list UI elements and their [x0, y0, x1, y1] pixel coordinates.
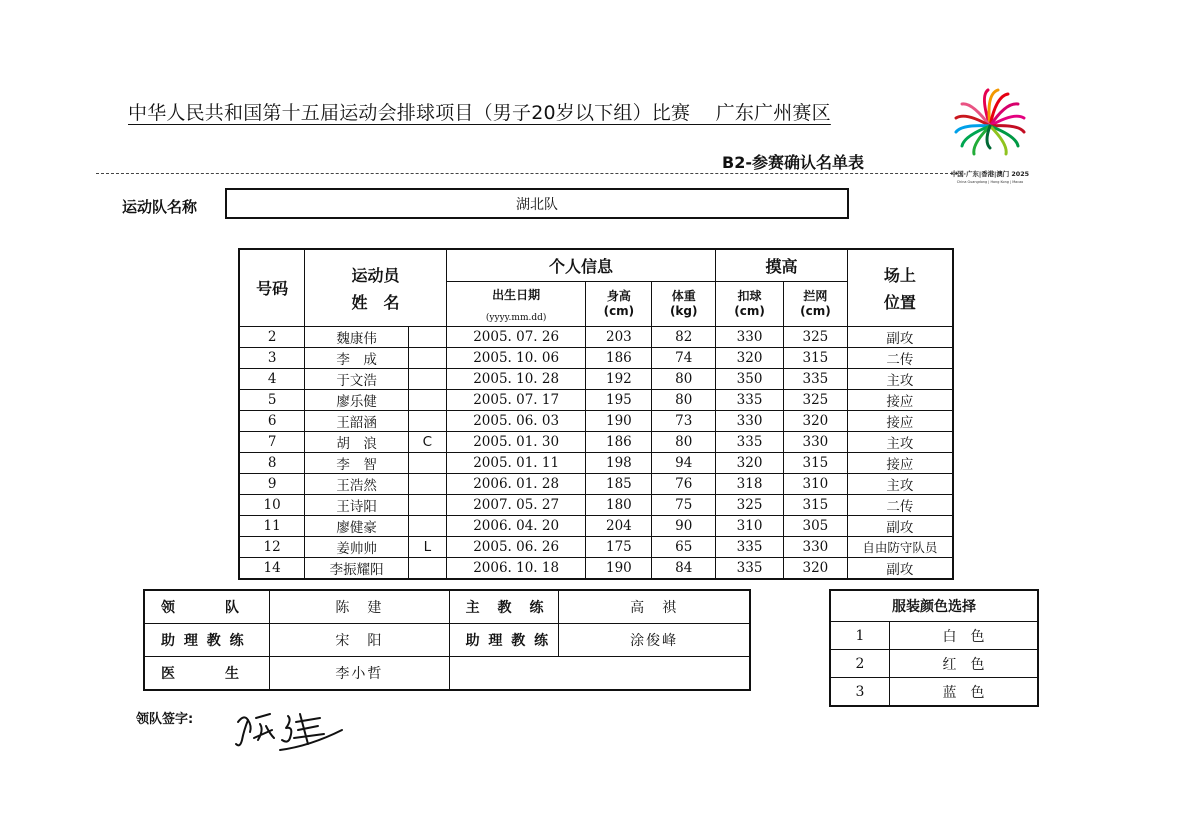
player-weight: 82	[652, 326, 716, 347]
uniform-option-color: 蓝 色	[889, 678, 1038, 707]
player-spike: 320	[716, 452, 784, 473]
player-role	[408, 326, 446, 347]
document-subtitle: B2-参赛确认名单表	[722, 153, 864, 172]
player-spike: 325	[716, 494, 784, 515]
player-position: 接应	[847, 452, 953, 473]
header-athlete-line1: 运动员	[351, 265, 400, 285]
header-weight-label: 体重	[671, 288, 696, 303]
player-position: 二传	[847, 347, 953, 368]
table-row	[239, 452, 953, 473]
player-weight: 84	[652, 557, 716, 579]
player-block: 310	[783, 473, 847, 494]
header-height	[586, 281, 652, 326]
leader-value: 陈 建	[270, 590, 449, 624]
player-position: 接应	[847, 410, 953, 431]
player-block: 325	[783, 326, 847, 347]
header-block-unit: (cm)	[800, 303, 831, 318]
header-birth-label: 出生日期	[492, 287, 541, 302]
head-coach-label: 主 教 练	[449, 590, 559, 624]
player-block: 335	[783, 368, 847, 389]
player-spike: 350	[716, 368, 784, 389]
doctor-value: 李小哲	[270, 657, 449, 691]
header-athlete	[305, 249, 447, 326]
leader-label: 领 队	[144, 590, 270, 624]
player-birth: 2007. 05. 27	[446, 494, 586, 515]
player-name: 廖健豪	[305, 515, 409, 536]
logo-text-en: China Guangdong | Hong Kong | Macao	[956, 180, 1024, 184]
player-birth: 2005. 06. 26	[446, 536, 586, 557]
player-position: 副攻	[847, 326, 953, 347]
doctor-label: 医 生	[144, 657, 270, 691]
player-number: 2	[239, 326, 305, 347]
player-height: 204	[586, 515, 652, 536]
player-height: 180	[586, 494, 652, 515]
table-row	[239, 368, 953, 389]
table-row	[239, 326, 953, 347]
player-name: 姜帅帅	[305, 536, 409, 557]
player-number: 3	[239, 347, 305, 368]
player-block: 305	[783, 515, 847, 536]
assistant-coach2-value: 涂俊峰	[559, 624, 750, 657]
player-number: 7	[239, 431, 305, 452]
player-position: 主攻	[847, 473, 953, 494]
player-weight: 80	[652, 368, 716, 389]
player-position: 接应	[847, 389, 953, 410]
player-height: 203	[586, 326, 652, 347]
player-weight: 94	[652, 452, 716, 473]
uniform-option-number: 1	[830, 622, 889, 650]
player-role: C	[408, 431, 446, 452]
player-role	[408, 368, 446, 389]
table-row	[239, 557, 953, 579]
player-weight: 73	[652, 410, 716, 431]
team-name-label: 运动队名称	[122, 198, 198, 216]
player-number: 12	[239, 536, 305, 557]
table-row	[239, 389, 953, 410]
player-weight: 75	[652, 494, 716, 515]
player-birth: 2005. 07. 17	[446, 389, 586, 410]
header-reach: 摸高	[716, 249, 848, 281]
logo-text: 中国·广东|香港|澳门 2025	[950, 170, 1030, 178]
player-number: 11	[239, 515, 305, 536]
uniform-option-color: 红 色	[889, 650, 1038, 678]
staff-table	[143, 589, 751, 691]
header-height-unit: (cm)	[603, 303, 635, 318]
signature-label: 领队签字:	[136, 712, 194, 727]
uniform-title: 服装颜色选择	[830, 590, 1038, 622]
player-height: 186	[586, 347, 652, 368]
header-height-label: 身高	[606, 288, 631, 303]
table-row	[239, 347, 953, 368]
player-birth: 2005. 01. 11	[446, 452, 586, 473]
player-spike: 335	[716, 536, 784, 557]
team-name-value: 湖北队	[516, 196, 558, 213]
document-title: 中华人民共和国第十五届运动会排球项目（男子20岁以下组）比赛 广东广州赛区	[128, 102, 831, 124]
player-name: 胡 浪	[305, 431, 409, 452]
uniform-option-number: 2	[830, 650, 889, 678]
player-weight: 65	[652, 536, 716, 557]
player-number: 6	[239, 410, 305, 431]
player-spike: 330	[716, 410, 784, 431]
roster-table	[238, 248, 954, 580]
player-position: 主攻	[847, 431, 953, 452]
player-height: 195	[586, 389, 652, 410]
uniform-option-row	[830, 622, 1038, 650]
player-name: 李 成	[305, 347, 409, 368]
games-2025-logo-icon	[945, 86, 1035, 186]
player-name: 李 智	[305, 452, 409, 473]
assistant-coach-value: 宋 阳	[270, 624, 449, 657]
player-name: 王韶涵	[305, 410, 409, 431]
assistant-coach-label: 助 理 教 练	[144, 624, 270, 657]
player-spike: 310	[716, 515, 784, 536]
table-row	[239, 410, 953, 431]
player-position: 自由防守队员	[847, 536, 953, 557]
player-height: 186	[586, 431, 652, 452]
player-name: 魏康伟	[305, 326, 409, 347]
player-name: 廖乐健	[305, 389, 409, 410]
header-position-line2: 位置	[883, 292, 916, 312]
header-birth-format: (yyyy.mm.dd)	[485, 312, 547, 323]
player-birth: 2006. 04. 20	[446, 515, 586, 536]
header-number: 号码	[239, 249, 305, 326]
player-block: 315	[783, 347, 847, 368]
uniform-option-row	[830, 678, 1038, 707]
signature-image	[230, 700, 350, 760]
player-name: 李振耀阳	[305, 557, 409, 579]
roster-body	[239, 326, 953, 579]
table-row	[239, 473, 953, 494]
assistant-coach2-label: 助 理 教 练	[449, 624, 559, 657]
player-name: 于文浩	[305, 368, 409, 389]
player-role	[408, 473, 446, 494]
player-number: 10	[239, 494, 305, 515]
player-number: 8	[239, 452, 305, 473]
player-height: 185	[586, 473, 652, 494]
header-block-label: 拦网	[803, 288, 828, 303]
player-role	[408, 389, 446, 410]
player-height: 190	[586, 557, 652, 579]
player-number: 14	[239, 557, 305, 579]
header-birth	[446, 281, 586, 326]
player-block: 320	[783, 410, 847, 431]
player-number: 4	[239, 368, 305, 389]
player-height: 198	[586, 452, 652, 473]
player-number: 5	[239, 389, 305, 410]
header-spike-unit: (cm)	[734, 303, 765, 318]
player-block: 330	[783, 431, 847, 452]
player-role	[408, 557, 446, 579]
player-block: 330	[783, 536, 847, 557]
player-height: 190	[586, 410, 652, 431]
player-block: 315	[783, 452, 847, 473]
player-weight: 80	[652, 431, 716, 452]
player-position: 主攻	[847, 368, 953, 389]
player-spike: 335	[716, 431, 784, 452]
header-spike-label: 扣球	[737, 288, 762, 303]
player-birth: 2006. 01. 28	[446, 473, 586, 494]
uniform-option-color: 白 色	[889, 622, 1038, 650]
player-role	[408, 515, 446, 536]
dotted-divider	[96, 173, 958, 174]
player-position: 副攻	[847, 557, 953, 579]
player-block: 315	[783, 494, 847, 515]
team-name-field	[225, 188, 849, 219]
player-block: 320	[783, 557, 847, 579]
player-weight: 74	[652, 347, 716, 368]
uniform-option-number: 3	[830, 678, 889, 707]
player-weight: 80	[652, 389, 716, 410]
player-position: 副攻	[847, 515, 953, 536]
player-weight: 76	[652, 473, 716, 494]
player-weight: 90	[652, 515, 716, 536]
staff-empty-cell	[449, 657, 750, 691]
header-weight	[652, 281, 716, 326]
player-name: 王浩然	[305, 473, 409, 494]
table-row	[239, 494, 953, 515]
head-coach-value: 高 祺	[559, 590, 750, 624]
header-block	[783, 281, 847, 326]
player-height: 175	[586, 536, 652, 557]
player-role	[408, 347, 446, 368]
header-personal-info: 个人信息	[446, 249, 715, 281]
player-birth: 2005. 10. 06	[446, 347, 586, 368]
player-role	[408, 452, 446, 473]
player-height: 192	[586, 368, 652, 389]
uniform-body	[830, 622, 1038, 707]
table-row	[239, 536, 953, 557]
player-birth: 2005. 01. 30	[446, 431, 586, 452]
header-weight-unit: (kg)	[669, 303, 698, 318]
player-role	[408, 494, 446, 515]
player-name: 王诗阳	[305, 494, 409, 515]
header-spike	[716, 281, 784, 326]
table-row	[239, 431, 953, 452]
header-position-line1: 场上	[883, 265, 916, 285]
player-spike: 318	[716, 473, 784, 494]
header-position	[847, 249, 953, 326]
table-row	[239, 515, 953, 536]
player-role	[408, 410, 446, 431]
player-birth: 2005. 10. 28	[446, 368, 586, 389]
uniform-option-row	[830, 650, 1038, 678]
player-birth: 2006. 10. 18	[446, 557, 586, 579]
player-number: 9	[239, 473, 305, 494]
player-spike: 335	[716, 389, 784, 410]
uniform-color-table	[829, 589, 1039, 707]
player-birth: 2005. 06. 03	[446, 410, 586, 431]
player-birth: 2005. 07. 26	[446, 326, 586, 347]
player-spike: 330	[716, 326, 784, 347]
player-spike: 320	[716, 347, 784, 368]
player-spike: 335	[716, 557, 784, 579]
player-position: 二传	[847, 494, 953, 515]
player-role: L	[408, 536, 446, 557]
player-block: 325	[783, 389, 847, 410]
header-athlete-line2: 姓 名	[351, 292, 400, 312]
